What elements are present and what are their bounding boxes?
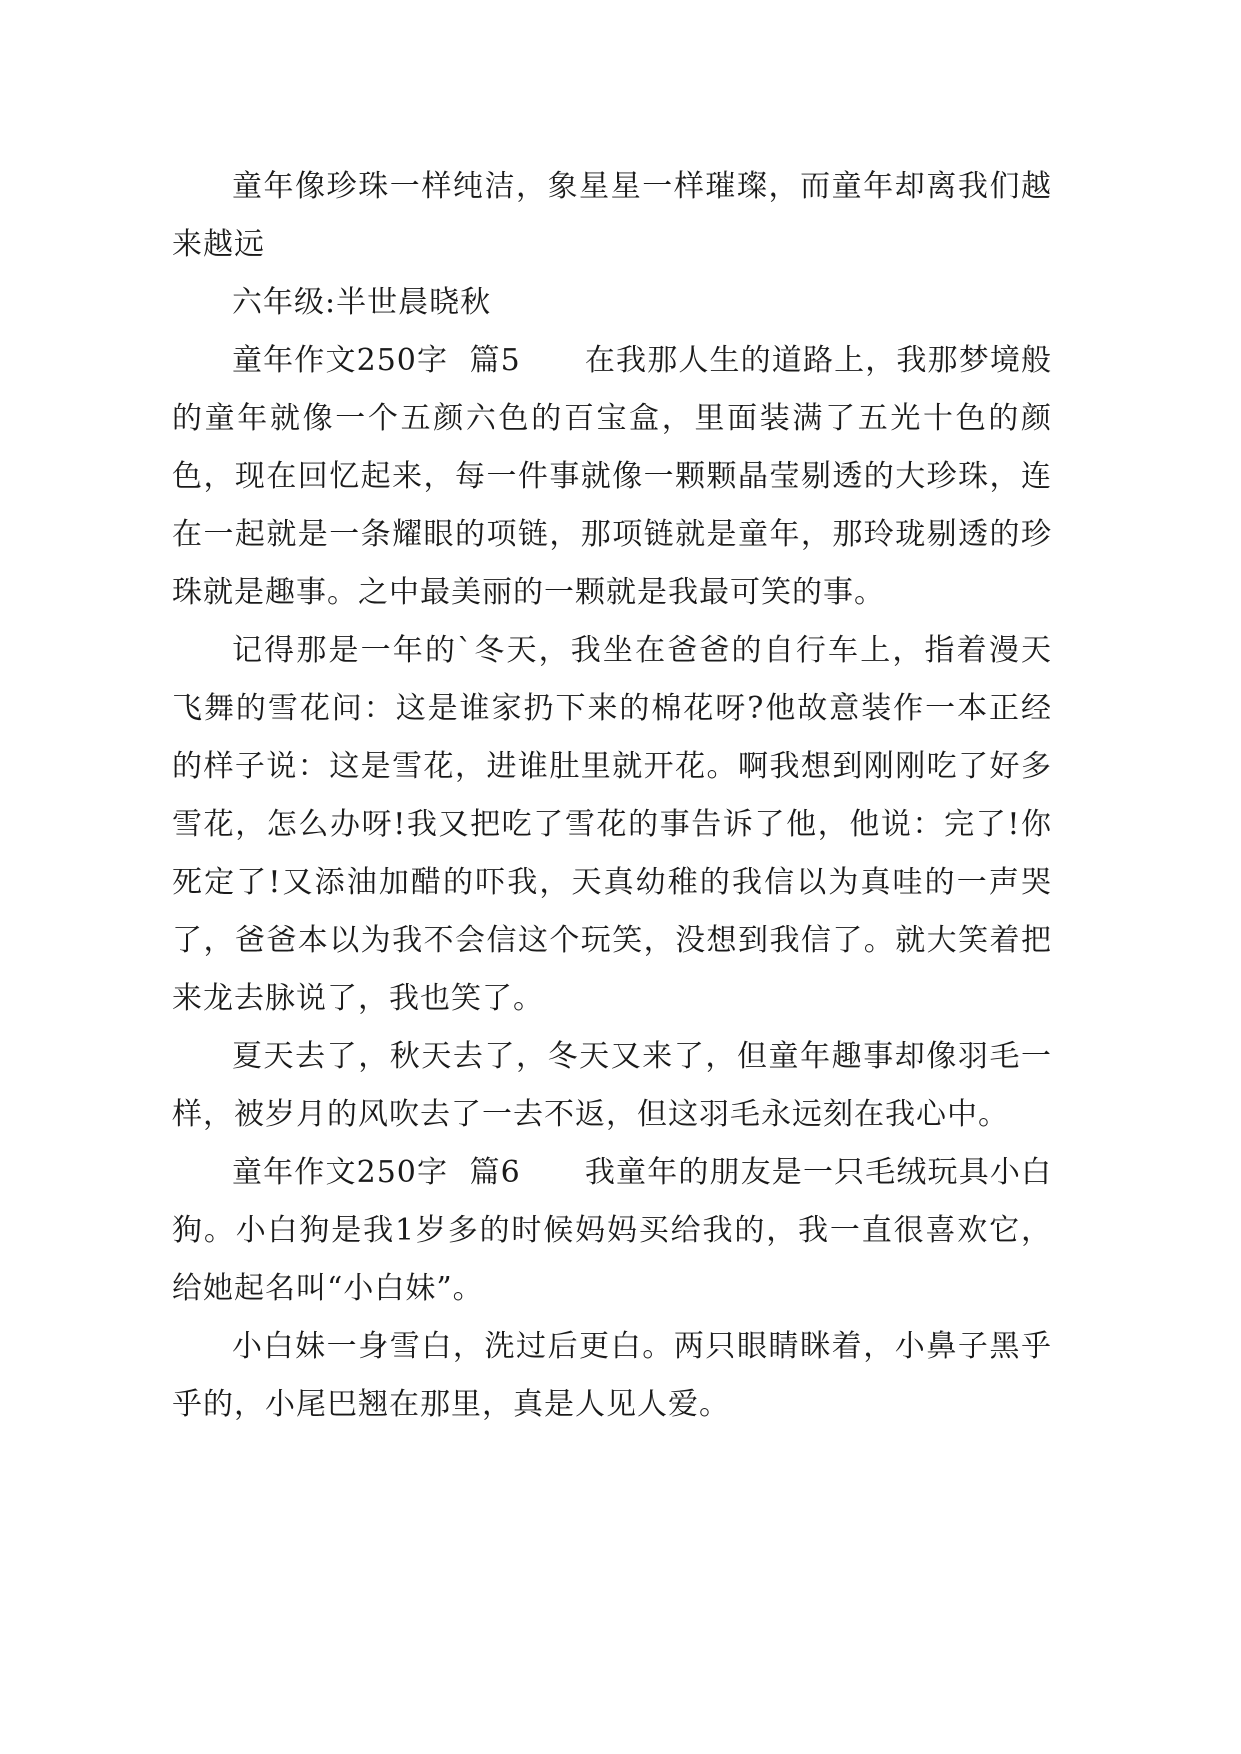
paragraph-intro xyxy=(172,158,1052,274)
paragraph-text: 小白妹一身雪白，洗过后更白。两只眼睛眯着，小鼻子黑乎乎的，小尾巴翘在那里，真是人见人爱。 xyxy=(172,1329,1052,1422)
paragraph-text: 记得那是一年的`冬天，我坐在爸爸的自行车上，指着漫天飞舞的雪花问：这是谁家扔下来的棉花呀?他故意装作一本正经的样子说：这是雪花，进谁肚里就开花。啊我想到刚刚吃了好多雪花，怎么办呀!我又把吃了雪花的事告诉了他，他说：完了!你死定了!又添油加醋的吓我，天真幼稚的我信以为真哇的一声哭了，爸爸本以为我不会信这个玩笑，没想到我信了。就大笑着把来龙去脉说了，我也笑了。 xyxy=(172,633,1052,1016)
paragraph-text: 夏天去了，秋天去了，冬天又来了，但童年趣事却像羽毛一样，被岁月的风吹去了一去不返，但这羽毛永远刻在我心中。 xyxy=(172,1039,1052,1132)
byline-text: 六年级:半世晨晓秋 xyxy=(232,285,492,320)
paragraph-seasons xyxy=(172,1028,1052,1144)
paragraph-winter xyxy=(172,622,1052,1028)
paragraph-byline xyxy=(172,274,1052,332)
paragraph-essay-6 xyxy=(172,1144,1052,1318)
paragraph-text: 童年像珍珠一样纯洁，象星星一样璀璨，而童年却离我们越来越远 xyxy=(172,169,1052,262)
paragraph-essay-5 xyxy=(172,332,1052,622)
paragraph-text: 在我那人生的道路上，我那梦境般的童年就像一个五颜六色的百宝盒，里面装满了五光十色的颜色，现在回忆起来，每一件事就像一颗颗晶莹剔透的大珍珠，连在一起就是一条耀眼的项链，那项链就是童年，那玲珑剔透的珍珠就是趣事。之中最美丽的一颗就是我最可笑的事。 xyxy=(172,343,1053,610)
paragraph-little-white xyxy=(172,1318,1052,1434)
essay-heading-6: 童年作文250字 篇6 xyxy=(232,1155,521,1190)
document-body xyxy=(172,158,1052,1434)
essay-heading-5: 童年作文250字 篇5 xyxy=(232,343,521,378)
paragraph-text: 我童年的朋友是一只毛绒玩具小白狗。小白狗是我1岁多的时候妈妈买给我的，我一直很喜欢它，给她起名叫“小白妹”。 xyxy=(172,1155,1053,1306)
